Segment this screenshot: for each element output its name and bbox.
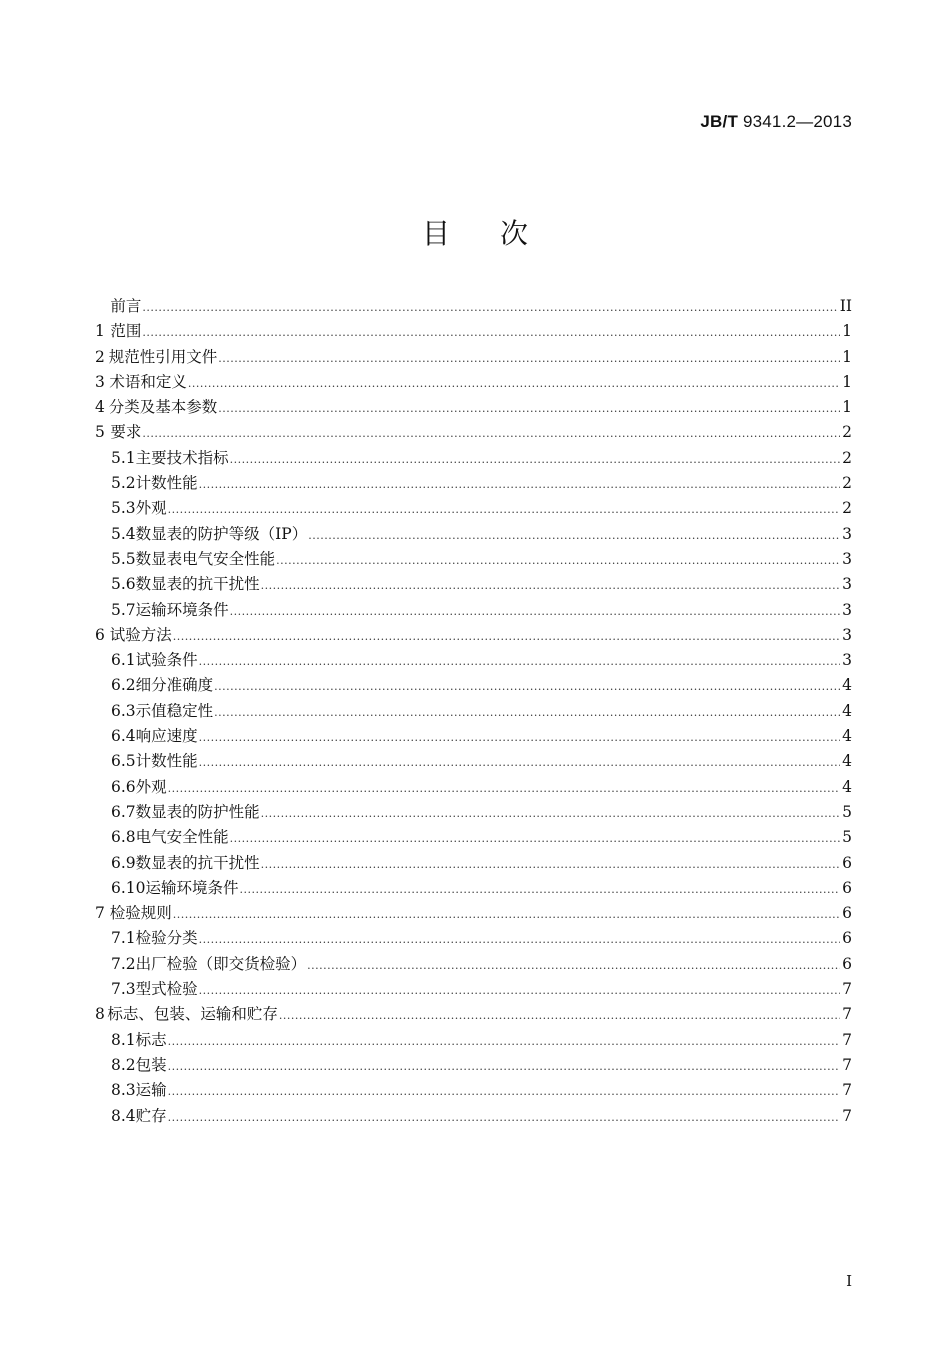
toc-entry[interactable]: [95, 775, 852, 800]
toc-dot-leader: [240, 877, 840, 902]
toc-entry-page: 4: [842, 701, 852, 720]
toc-entry[interactable]: [95, 420, 852, 445]
toc-entry[interactable]: [95, 699, 852, 724]
toc-entry[interactable]: [95, 1053, 852, 1078]
toc-dot-leader: [261, 573, 840, 598]
toc-entry[interactable]: [95, 598, 852, 623]
toc-entry[interactable]: [95, 1028, 852, 1053]
toc-entry-title: 检验分类: [135, 929, 198, 948]
toc-dot-leader: [142, 295, 837, 320]
toc-entry[interactable]: [95, 749, 852, 774]
toc-entry-title: 数显表电气安全性能: [135, 549, 276, 568]
toc-entry[interactable]: [95, 926, 852, 951]
toc-entry-number: 7.2: [111, 954, 136, 973]
toc-entry[interactable]: [95, 446, 852, 471]
toc-dot-leader: [307, 953, 840, 978]
toc-entry-page: 6: [842, 929, 852, 948]
toc-entry-title: 分类及基本参数: [108, 398, 218, 417]
toc-entry-page: 7: [842, 1030, 852, 1049]
toc-entry-number: 3: [95, 372, 105, 391]
toc-entry[interactable]: [95, 724, 852, 749]
toc-entry-number: 6.2: [111, 676, 136, 695]
toc-entry-number: 8: [95, 1005, 105, 1024]
toc-dot-leader: [168, 1079, 840, 1104]
toc-entry-page: 7: [842, 1106, 852, 1125]
toc-entry-page: 4: [842, 752, 852, 771]
toc-entry-number: 5.3: [111, 499, 136, 518]
standard-number: 9341.2—2013: [738, 112, 852, 131]
toc-entry-title: 计数性能: [135, 474, 198, 493]
toc-entry-title: 型式检验: [135, 980, 198, 999]
toc-entry-title: 试验条件: [135, 651, 198, 670]
toc-entry-title: 包装: [135, 1055, 167, 1074]
toc-entry-number: 6.10: [111, 878, 146, 897]
page-number: I: [846, 1272, 852, 1290]
toc-entry-number: 4: [95, 398, 105, 417]
toc-entry[interactable]: [95, 294, 852, 319]
toc-entry-page: 6: [842, 878, 852, 897]
toc-dot-leader: [308, 523, 840, 548]
toc-entry[interactable]: [95, 395, 852, 420]
toc-entry-title: 数显表的防护性能: [135, 802, 260, 821]
toc-entry-number: 8.2: [111, 1055, 136, 1074]
toc-entry-number: 7: [95, 904, 105, 923]
toc-entry-number: 6.4: [111, 727, 136, 746]
toc-dot-leader: [142, 421, 840, 446]
toc-entry-number: 5.7: [111, 600, 136, 619]
toc-entry-number: 7.1: [111, 929, 136, 948]
standard-code: JB/T: [700, 112, 739, 131]
toc-entry-title: 数显表的抗干扰性: [135, 853, 260, 872]
toc-entry-page: 6: [842, 954, 852, 973]
toc-entry-page: 2: [842, 499, 852, 518]
toc-entry-page: 6: [842, 853, 852, 872]
toc-entry-title: 标志: [135, 1030, 167, 1049]
toc-dot-leader: [199, 927, 840, 952]
toc-entry-page: 3: [842, 575, 852, 594]
toc-entry-title: 响应速度: [135, 727, 198, 746]
toc-entry-title: 电气安全性能: [135, 828, 229, 847]
toc-dot-leader: [214, 700, 840, 725]
toc-entry-title: 术语和定义: [109, 372, 187, 391]
toc-entry-page: 1: [842, 347, 852, 366]
toc-entry-number: 6: [95, 625, 105, 644]
toc-entry-page: 1: [842, 398, 852, 417]
toc-dot-leader: [168, 497, 840, 522]
title-char-2: 次: [500, 217, 529, 250]
toc-entry-title: 要求: [110, 423, 142, 442]
toc-entry-title: 数显表的抗干扰性: [135, 575, 260, 594]
toc-entry-page: 3: [842, 524, 852, 543]
toc-entry-title: 数显表的防护等级（IP）: [135, 524, 308, 543]
toc-entry-number: 6.1: [111, 651, 136, 670]
toc-entry-title: 标志、包装、运输和贮存: [107, 1005, 278, 1024]
toc-entry-number: 5.1: [111, 448, 136, 467]
toc-entry-number: 8.1: [111, 1030, 136, 1049]
toc-dot-leader: [218, 346, 840, 371]
toc-entry-number: 6.5: [111, 752, 136, 771]
table-of-contents: [95, 294, 852, 1129]
toc-dot-leader: [168, 1054, 840, 1079]
toc-entry-title: 运输环境条件: [145, 878, 239, 897]
toc-entry-page: 2: [842, 448, 852, 467]
toc-dot-leader: [218, 396, 840, 421]
toc-entry-number: 8.3: [111, 1081, 136, 1100]
toc-entry[interactable]: [95, 851, 852, 876]
toc-entry-page: 4: [842, 777, 852, 796]
toc-dot-leader: [261, 852, 840, 877]
toc-entry-number: 5.6: [111, 575, 136, 594]
toc-entry-title: 检验规则: [109, 904, 172, 923]
toc-entry[interactable]: [95, 496, 852, 521]
toc-dot-leader: [199, 649, 840, 674]
toc-entry[interactable]: [95, 623, 852, 648]
toc-dot-leader: [168, 1105, 840, 1130]
toc-dot-leader: [142, 320, 840, 345]
toc-entry-title: 外观: [135, 499, 167, 518]
toc-entry-page: 7: [842, 1005, 852, 1024]
toc-entry[interactable]: [95, 547, 852, 572]
toc-entry[interactable]: [95, 522, 852, 547]
toc-entry-page: 1: [842, 322, 852, 341]
toc-entry[interactable]: [95, 800, 852, 825]
toc-entry-title: 外观: [135, 777, 167, 796]
toc-entry[interactable]: [95, 471, 852, 496]
toc-entry[interactable]: [95, 1078, 852, 1103]
toc-entry-title: 贮存: [135, 1106, 167, 1125]
toc-dot-leader: [168, 776, 840, 801]
toc-entry-page: 5: [842, 828, 852, 847]
toc-entry-number: 5: [95, 423, 105, 442]
toc-entry[interactable]: [95, 1104, 852, 1129]
toc-entry-page: 4: [842, 727, 852, 746]
toc-dot-leader: [188, 371, 840, 396]
toc-entry-page: 3: [842, 625, 852, 644]
toc-dot-leader: [230, 599, 840, 624]
toc-entry-number: 6.8: [111, 828, 136, 847]
toc-entry-page: 7: [842, 1055, 852, 1074]
toc-entry-title: 规范性引用文件: [108, 347, 218, 366]
toc-entry-title: 范围: [110, 322, 142, 341]
toc-dot-leader: [199, 978, 840, 1003]
toc-entry-number: 6.9: [111, 853, 136, 872]
toc-entry-number: 6.6: [111, 777, 136, 796]
toc-entry[interactable]: [95, 876, 852, 901]
toc-entry-number: 5.2: [111, 474, 136, 493]
toc-entry-page: II: [839, 297, 852, 315]
toc-dot-leader: [279, 1003, 840, 1028]
toc-dot-leader: [173, 624, 840, 649]
toc-entry[interactable]: [95, 977, 852, 1002]
toc-entry-page: 3: [842, 600, 852, 619]
toc-dot-leader: [214, 674, 840, 699]
toc-entry-number: 1: [95, 322, 105, 341]
toc-entry-title: 计数性能: [135, 752, 198, 771]
toc-entry-number: 5.5: [111, 549, 136, 568]
toc-dot-leader: [230, 447, 840, 472]
toc-entry[interactable]: [95, 370, 852, 395]
toc-entry-page: 7: [842, 980, 852, 999]
document-number: [700, 112, 852, 132]
toc-entry-title: 运输环境条件: [135, 600, 229, 619]
toc-entry-number: 7.3: [111, 980, 136, 999]
toc-entry-title: 前言: [110, 297, 142, 315]
toc-entry[interactable]: [95, 1002, 852, 1027]
toc-entry-page: 2: [842, 423, 852, 442]
toc-dot-leader: [261, 801, 840, 826]
toc-entry-title: 细分准确度: [135, 676, 214, 695]
toc-dot-leader: [199, 725, 840, 750]
toc-entry-number: 8.4: [111, 1106, 136, 1125]
toc-entry-title: 出厂检验（即交货检验）: [135, 954, 307, 973]
toc-dot-leader: [230, 826, 840, 851]
toc-dot-leader: [199, 750, 840, 775]
toc-entry-page: 2: [842, 474, 852, 493]
toc-entry-title: 示值稳定性: [135, 701, 214, 720]
title-char-1: 目: [421, 217, 450, 250]
toc-entry[interactable]: [95, 319, 852, 344]
page-title: [0, 212, 950, 252]
toc-dot-leader: [173, 902, 840, 927]
toc-entry-title: 运输: [135, 1081, 167, 1100]
toc-dot-leader: [168, 1029, 840, 1054]
toc-entry-title: 试验方法: [109, 625, 172, 644]
toc-entry[interactable]: [95, 825, 852, 850]
toc-entry-number: 6.7: [111, 802, 136, 821]
toc-entry-page: 3: [842, 651, 852, 670]
toc-entry-number: 6.3: [111, 701, 136, 720]
toc-entry-page: 4: [842, 676, 852, 695]
toc-entry[interactable]: [95, 673, 852, 698]
toc-dot-leader: [199, 472, 840, 497]
toc-entry-page: 5: [842, 802, 852, 821]
toc-dot-leader: [276, 548, 840, 573]
toc-entry-page: 7: [842, 1081, 852, 1100]
toc-entry[interactable]: [95, 952, 852, 977]
toc-entry-page: 1: [842, 372, 852, 391]
toc-entry[interactable]: [95, 345, 852, 370]
toc-entry[interactable]: [95, 901, 852, 926]
toc-entry-page: 6: [842, 904, 852, 923]
toc-entry-page: 3: [842, 549, 852, 568]
toc-entry[interactable]: [95, 572, 852, 597]
toc-entry[interactable]: [95, 648, 852, 673]
toc-entry-title: 主要技术指标: [135, 448, 229, 467]
toc-entry-number: 2: [95, 347, 105, 366]
toc-entry-number: 5.4: [111, 524, 136, 543]
